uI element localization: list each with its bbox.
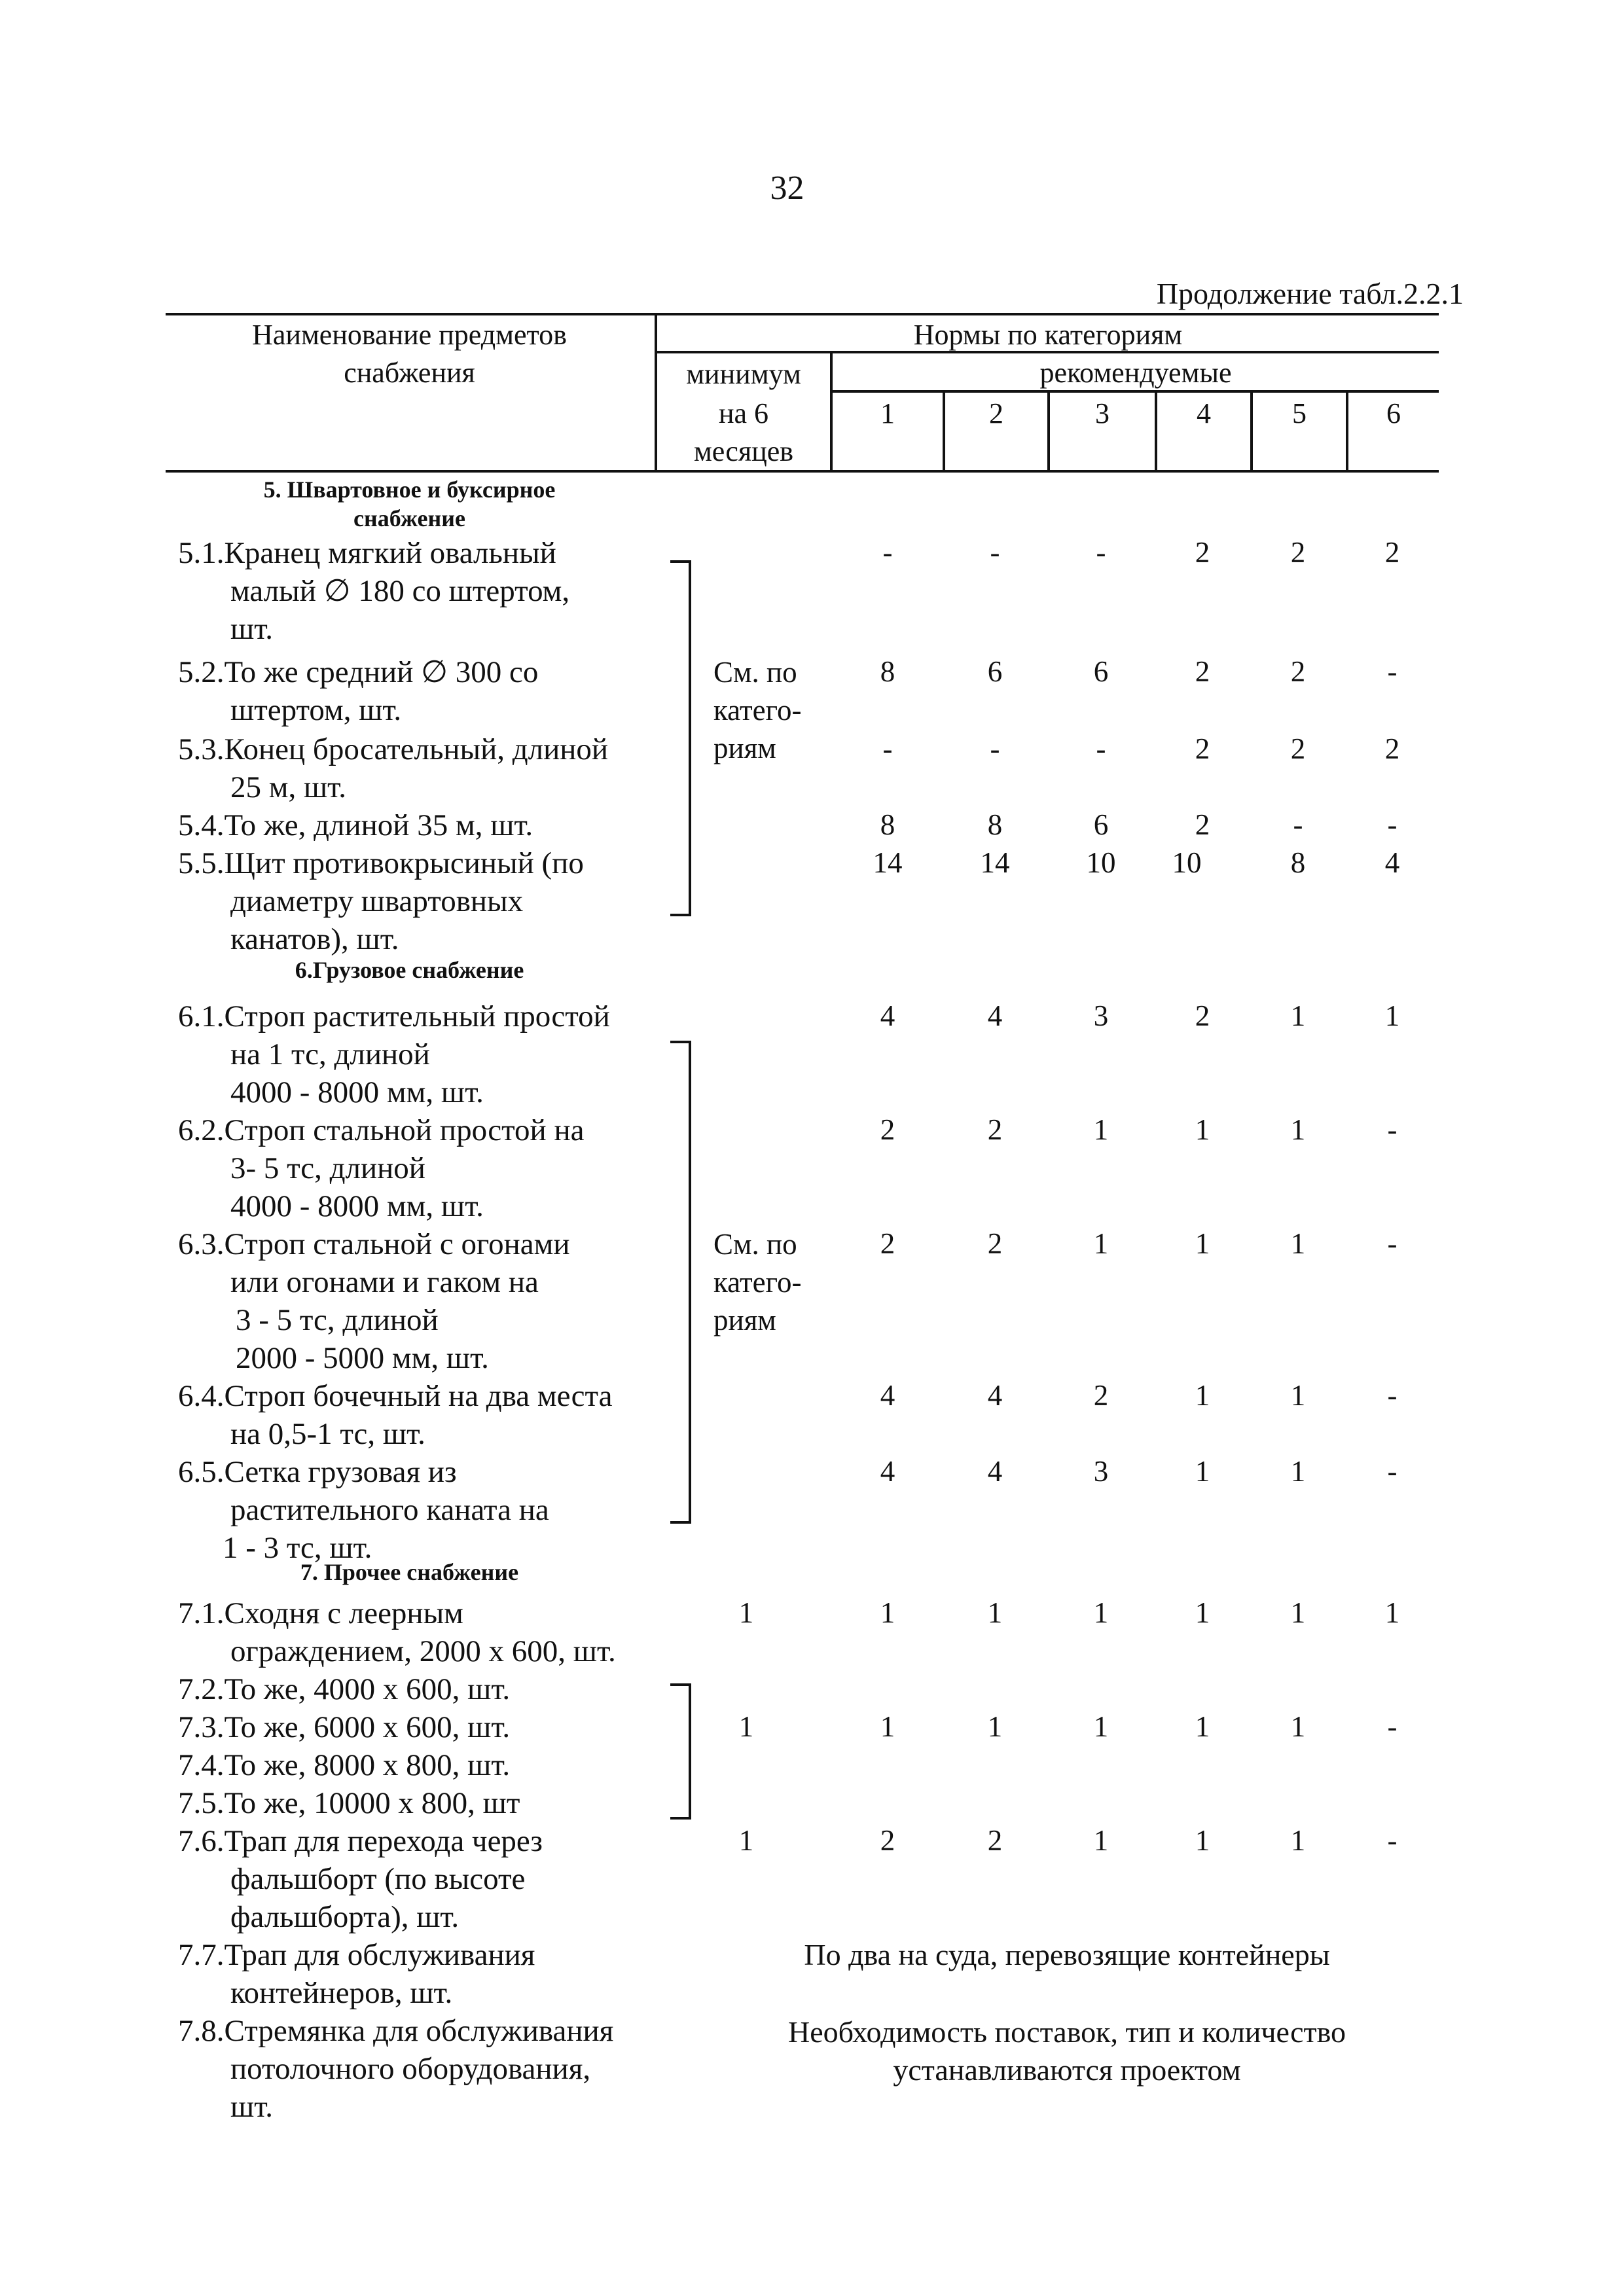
header-name-line1: Наименование предметов	[252, 319, 567, 351]
header-category-1: 1	[880, 397, 895, 429]
row-5-1-line1: 5.1.Кранец мягкий овальный	[178, 536, 556, 570]
value-5-4-cat3: 6	[1093, 808, 1109, 841]
value-7-3-cat5: 1	[1290, 1710, 1306, 1743]
value-5-3-cat1: -	[882, 732, 893, 765]
value-5-2-cat1: 8	[880, 655, 895, 688]
value-6-2-cat3: 1	[1093, 1113, 1109, 1146]
row-7-7-line1: 7.7.Трап для обслуживания	[178, 1938, 535, 1972]
value-6-4-cat1: 4	[880, 1379, 895, 1412]
row-6-1-line1: 6.1.Строп растительный простой	[178, 999, 610, 1033]
see-categories-note-line2: катего-	[713, 694, 802, 726]
value-7-3-cat1: 1	[880, 1710, 895, 1743]
note-7-8-line1: Необходимость поставок, тип и количество	[787, 2015, 1346, 2049]
header-top-rule	[166, 313, 1439, 315]
row-5-5-line2: диаметру швартовных	[230, 884, 524, 918]
value-7-6-cat5: 1	[1290, 1824, 1306, 1857]
value-5-1-cat5: 2	[1290, 536, 1306, 569]
value-6-2-cat1: 2	[880, 1113, 895, 1146]
value-6-3-cat6: -	[1387, 1227, 1398, 1260]
value-6-2-cat6: -	[1387, 1113, 1398, 1146]
value-6-2-cat2: 2	[987, 1113, 1003, 1146]
value-7-6-cat6: -	[1387, 1824, 1398, 1857]
row-6-5-line1: 6.5.Сетка грузовая из	[178, 1455, 457, 1489]
row-7-6-line1: 7.6.Трап для перехода через	[178, 1824, 543, 1858]
minimum-value: 1	[738, 1596, 754, 1629]
value-7-3-cat4: 1	[1195, 1710, 1210, 1743]
row-5-2-line2: штертом, шт.	[230, 693, 402, 727]
value-6-3-cat4: 1	[1195, 1227, 1210, 1260]
value-5-3-cat5: 2	[1290, 732, 1306, 765]
value-5-2-cat3: 6	[1093, 655, 1109, 688]
value-7-6-cat3: 1	[1093, 1824, 1109, 1857]
header-minimum-line3: месяцев	[693, 435, 794, 467]
header-category-4: 4	[1197, 397, 1211, 429]
value-6-4-cat4: 1	[1195, 1379, 1210, 1412]
header-minimum-line1: минимум	[686, 358, 801, 390]
header-name-line2: снабжения	[344, 357, 475, 389]
row-6-3-line1: 6.3.Строп стальной с огонами	[178, 1227, 570, 1261]
row-7-8-line2: потолочного оборудования,	[230, 2052, 591, 2086]
note-7-8-line2: устанавливаются проектом	[893, 2053, 1241, 2087]
group-bracket	[670, 1683, 691, 1820]
header-category-5: 5	[1292, 397, 1307, 429]
header-recommended: рекомендуемые	[1039, 357, 1232, 389]
header-category-3: 3	[1095, 397, 1110, 429]
row-7-2-line1: 7.2.То же, 4000 x 600, шт.	[178, 1672, 511, 1706]
value-6-4-cat6: -	[1387, 1379, 1398, 1412]
section-heading-5-line1: 5. Швартовное и буксирное	[263, 476, 556, 503]
header-bottom-rule	[166, 470, 1439, 473]
value-5-2-cat4: 2	[1195, 655, 1210, 688]
value-7-3-cat3: 1	[1093, 1710, 1109, 1743]
value-5-5-cat5: 8	[1290, 846, 1306, 879]
group-bracket	[670, 1041, 691, 1524]
value-5-5-cat1: 14	[873, 846, 903, 879]
value-7-1-cat3: 1	[1093, 1596, 1109, 1629]
value-5-3-cat2: -	[990, 732, 1000, 765]
value-6-1-cat2: 4	[987, 999, 1003, 1032]
value-6-4-cat5: 1	[1290, 1379, 1306, 1412]
value-5-4-cat5: -	[1293, 808, 1303, 841]
value-6-5-cat3: 3	[1093, 1455, 1109, 1488]
header-category-2: 2	[989, 397, 1003, 429]
section-heading-5-line2: снабжение	[353, 505, 465, 531]
see-categories-note-line3: риям	[713, 732, 776, 764]
value-5-1-cat4: 2	[1195, 536, 1210, 569]
row-7-1-line1: 7.1.Сходня с леерным	[178, 1596, 463, 1630]
row-7-4-line1: 7.4.То же, 8000 x 800, шт.	[178, 1748, 511, 1782]
row-5-3-line2: 25 м, шт.	[230, 770, 346, 804]
row-5-5-line1: 5.5.Щит противокрысиный (по	[178, 846, 584, 880]
page-number: 32	[770, 170, 804, 207]
row-6-1-line3: 4000 - 8000 мм, шт.	[230, 1075, 484, 1109]
value-7-3-cat6: -	[1387, 1710, 1398, 1743]
value-6-3-cat1: 2	[880, 1227, 895, 1260]
value-7-6-cat4: 1	[1195, 1824, 1210, 1857]
value-5-4-cat6: -	[1387, 808, 1398, 841]
value-7-1-cat2: 1	[987, 1596, 1003, 1629]
minimum-value: 1	[738, 1710, 754, 1743]
row-7-5-line1: 7.5.То же, 10000 x 800, шт	[178, 1786, 520, 1820]
see-categories-note-line3: риям	[713, 1304, 776, 1336]
row-5-1-line2: малый ∅ 180 со штертом,	[230, 574, 570, 608]
value-5-5-cat3: 10	[1086, 846, 1116, 879]
row-6-2-line3: 4000 - 8000 мм, шт.	[230, 1189, 484, 1223]
value-7-1-cat4: 1	[1195, 1596, 1210, 1629]
see-categories-note-line2: катего-	[713, 1266, 802, 1299]
row-6-5-line2: растительного каната на	[230, 1493, 549, 1527]
row-6-3-line2: или огонами и гаком на	[230, 1265, 539, 1299]
value-6-3-cat5: 1	[1290, 1227, 1306, 1260]
value-6-3-cat2: 2	[987, 1227, 1003, 1260]
value-5-1-cat1: -	[882, 536, 893, 569]
row-6-2-line2: 3- 5 тс, длиной	[230, 1151, 425, 1185]
note-7-7: По два на суда, перевозящие контейнеры	[804, 1938, 1330, 1971]
value-6-1-cat4: 2	[1195, 999, 1210, 1032]
value-5-4-cat1: 8	[880, 808, 895, 841]
row-6-5-line3: 1 - 3 тс, шт.	[223, 1531, 372, 1565]
value-6-5-cat2: 4	[987, 1455, 1003, 1488]
value-6-5-cat6: -	[1387, 1455, 1398, 1488]
value-7-1-cat5: 1	[1290, 1596, 1306, 1629]
header-norms: Нормы по категориям	[913, 319, 1183, 351]
row-7-8-line1: 7.8.Стремянка для обслуживания	[178, 2014, 614, 2048]
row-6-1-line2: на 1 тс, длиной	[230, 1037, 430, 1071]
value-7-3-cat2: 1	[987, 1710, 1003, 1743]
row-6-4-line1: 6.4.Строп бочечный на два места	[178, 1379, 613, 1413]
value-5-5-cat4: 10	[1172, 846, 1202, 879]
value-5-3-cat3: -	[1096, 732, 1106, 765]
value-6-1-cat3: 3	[1093, 999, 1109, 1032]
row-7-8-line3: шт.	[230, 2090, 273, 2124]
row-6-3-line4: 2000 - 5000 мм, шт.	[236, 1341, 489, 1375]
value-6-1-cat1: 4	[880, 999, 895, 1032]
row-6-2-line1: 6.2.Строп стальной простой на	[178, 1113, 585, 1147]
row-7-7-line2: контейнеров, шт.	[230, 1976, 453, 2010]
value-6-5-cat4: 1	[1195, 1455, 1210, 1488]
value-6-1-cat5: 1	[1290, 999, 1306, 1032]
row-5-4-line1: 5.4.То же, длиной 35 м, шт.	[178, 808, 533, 842]
value-5-2-cat5: 2	[1290, 655, 1306, 688]
section-heading-6: 6.Грузовое снабжение	[295, 957, 524, 983]
table-continuation-label: Продолжение табл.2.2.1	[1156, 277, 1464, 310]
value-5-3-cat4: 2	[1195, 732, 1210, 765]
row-5-3-line1: 5.3.Конец бросательный, длиной	[178, 732, 609, 766]
row-6-4-line2: на 0,5-1 тс, шт.	[230, 1417, 425, 1451]
value-5-1-cat3: -	[1096, 536, 1106, 569]
row-6-3-line3: 3 - 5 тс, длиной	[236, 1303, 439, 1337]
value-6-3-cat3: 1	[1093, 1227, 1109, 1260]
value-7-6-cat2: 2	[987, 1824, 1003, 1857]
value-6-1-cat6: 1	[1384, 999, 1400, 1032]
value-5-2-cat6: -	[1387, 655, 1398, 688]
value-5-2-cat2: 6	[987, 655, 1003, 688]
value-5-3-cat6: 2	[1384, 732, 1400, 765]
value-5-4-cat4: 2	[1195, 808, 1210, 841]
value-5-4-cat2: 8	[987, 808, 1003, 841]
value-6-2-cat4: 1	[1195, 1113, 1210, 1146]
value-5-5-cat6: 4	[1384, 846, 1400, 879]
minimum-value: 1	[738, 1824, 754, 1857]
value-6-2-cat5: 1	[1290, 1113, 1306, 1146]
value-6-5-cat5: 1	[1290, 1455, 1306, 1488]
value-6-4-cat3: 2	[1093, 1379, 1109, 1412]
header-category-6: 6	[1386, 397, 1401, 429]
group-bracket	[670, 560, 691, 916]
row-7-3-line1: 7.3.То же, 6000 x 600, шт.	[178, 1710, 511, 1744]
see-categories-note-line1: См. по	[713, 1228, 797, 1261]
row-7-6-line2: фальшборт (по высоте	[230, 1862, 526, 1896]
value-7-1-cat1: 1	[880, 1596, 895, 1629]
see-categories-note-line1: См. по	[713, 656, 797, 689]
value-6-5-cat1: 4	[880, 1455, 895, 1488]
value-5-5-cat2: 14	[980, 846, 1010, 879]
value-5-1-cat6: 2	[1384, 536, 1400, 569]
value-5-1-cat2: -	[990, 536, 1000, 569]
value-7-6-cat1: 2	[880, 1824, 895, 1857]
row-5-1-line3: шт.	[230, 612, 273, 646]
value-7-1-cat6: 1	[1384, 1596, 1400, 1629]
row-5-5-line3: канатов), шт.	[230, 922, 399, 956]
value-6-4-cat2: 4	[987, 1379, 1003, 1412]
row-7-6-line3: фальшборта), шт.	[230, 1900, 460, 1934]
row-7-1-line2: ограждением, 2000 x 600, шт.	[230, 1634, 616, 1668]
row-5-2-line1: 5.2.То же средний ∅ 300 со	[178, 655, 539, 689]
section-heading-7: 7. Прочее снабжение	[300, 1559, 519, 1585]
header-minimum-line2: на 6	[718, 397, 769, 429]
